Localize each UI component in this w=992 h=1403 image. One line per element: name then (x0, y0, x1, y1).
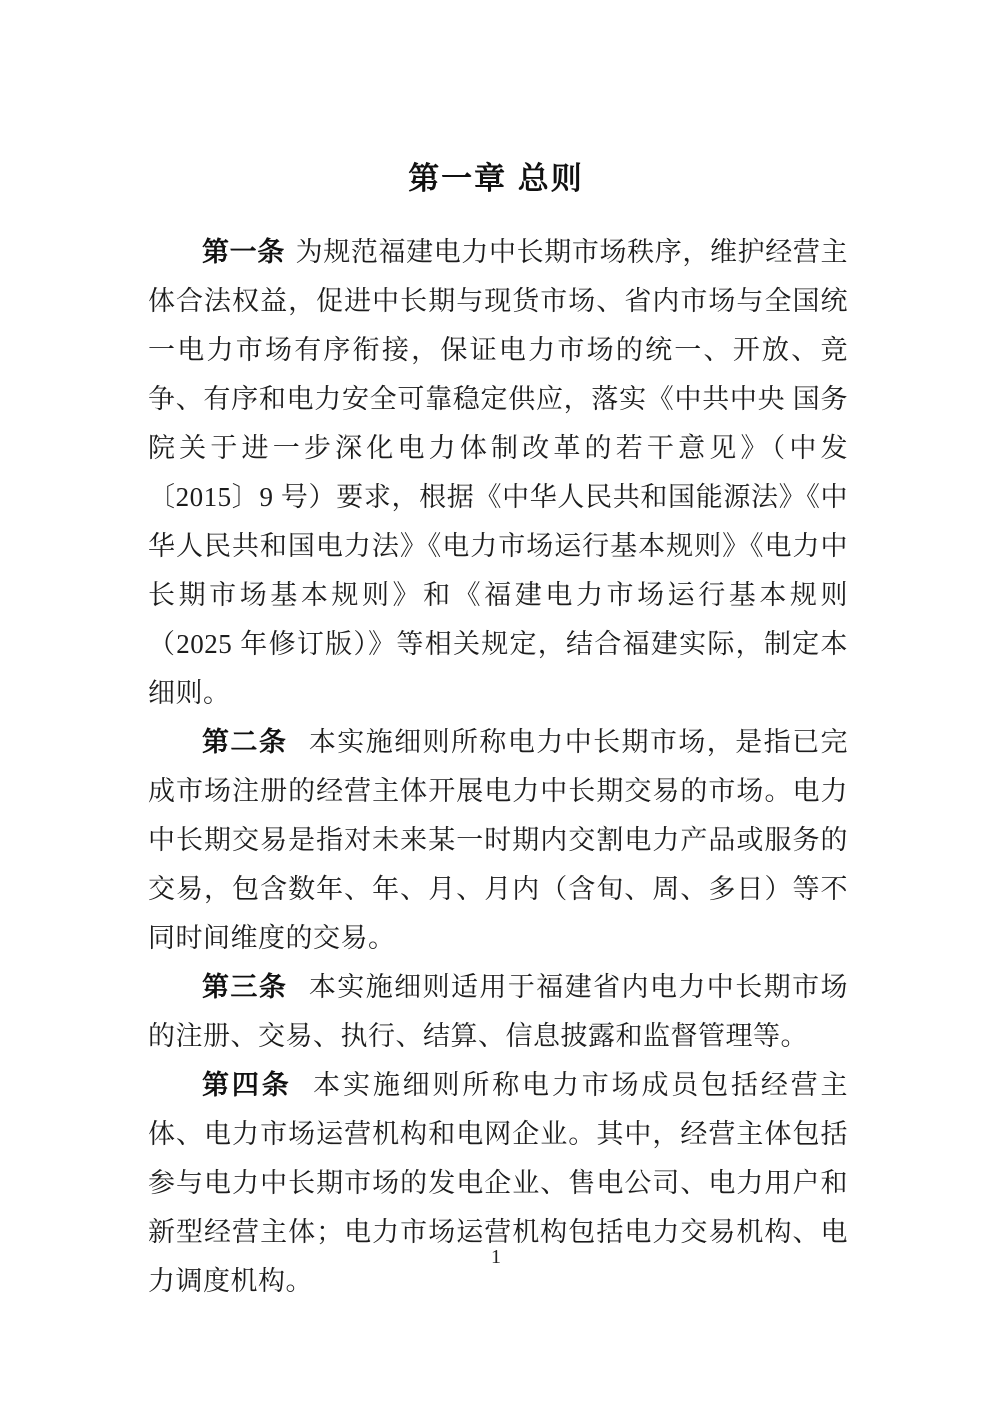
document-body (148, 228, 848, 1306)
article-2-text: 本实施细则所称电力中长期市场，是指已完成市场注册的经营主体开展电力中长期交易的市场。电力中长期交易是指对未来某一时期内交割电力产品或服务的交易，包含数年、年、月、月内（含旬、周、多日）等不同时间维度的交易。 (148, 727, 849, 953)
article-1-text: 为规范福建电力中长期市场秩序，维护经营主体合法权益，促进中长期与现货市场、省内市场与全国统一电力市场有序衔接，保证电力市场的统一、开放、竞争、有序和电力安全可靠稳定供应，落实《中共中央 国务院关于进一步深化电力体制改革的若干意见》（中发〔2015〕9 号）要求，根据《中华人民共和国能源法》《中华人民共和国电力法》《电力市场运行基本规则》《电力中长期市场基本规则》和《福建电力市场运行基本规则（2025 年修订版）》等相关规定，结合福建实际，制定本细则。 (148, 237, 849, 708)
article-2-label: 第二条 (202, 727, 288, 757)
article-1-label: 第一条 (202, 237, 285, 267)
article-4-paragraph (148, 1061, 848, 1306)
article-3-label: 第三条 (202, 972, 288, 1002)
article-3-text: 本实施细则适用于福建省内电力中长期市场的注册、交易、执行、结算、信息披露和监督管理等。 (148, 972, 849, 1051)
article-4-text: 本实施细则所称电力市场成员包括经营主体、电力市场运营机构和电网企业。其中，经营主体包括参与电力中长期市场的发电企业、售电公司、电力用户和新型经营主体；电力市场运营机构包括电力交易机构、电力调度机构。 (148, 1070, 849, 1296)
chapter-title: 第一章 总则 (408, 161, 584, 196)
article-2-paragraph (148, 718, 848, 963)
article-1-paragraph (148, 228, 848, 718)
article-3-paragraph (148, 963, 848, 1061)
article-4-label: 第四条 (202, 1070, 292, 1100)
page-number: 1 (491, 1246, 501, 1268)
